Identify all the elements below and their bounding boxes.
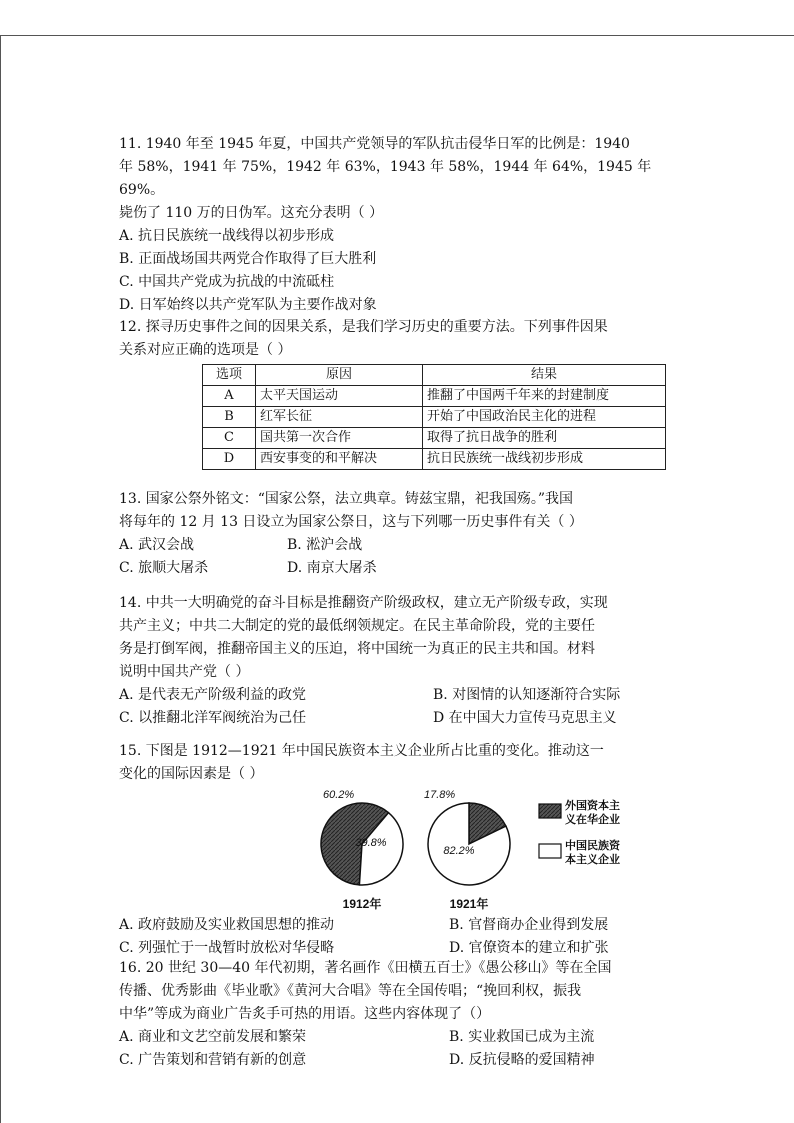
question-11-stem-line1: 11. 1940 年至 1945 年夏，中国共产党领导的军队抗击侵华日军的比例是：1940: [119, 136, 630, 152]
question-16-stem-line2: 传播、优秀影曲《毕业歌》《黄河大合唱》等在全国传唱；“挽回利权，振我: [119, 983, 582, 999]
option-c: C. 以推翻北洋军阀统治为己任: [119, 710, 307, 726]
table-cell: 取得了抗日战争的胜利: [423, 428, 666, 449]
option-b: B. 淞沪会战: [287, 537, 363, 553]
option-d: D. 反抗侵略的爱国精神: [449, 1052, 595, 1068]
options-row: [119, 1026, 679, 1049]
question-13: [119, 488, 679, 580]
legend-label: 中国民族资: [565, 840, 620, 852]
table-row: [203, 428, 666, 449]
option-c: C. 广告策划和营销有新的创意: [119, 1052, 307, 1068]
pie-charts: [319, 786, 679, 914]
option-b: B. 实业救国已成为主流: [449, 1029, 595, 1045]
options-row: [119, 1049, 679, 1072]
options-row: [119, 707, 679, 730]
question-16-stem-line3: 中华”等成为商业广告炙手可热的用语。这些内容体现了（）: [119, 1006, 491, 1022]
options-row: [119, 534, 679, 557]
option-d: D. 日军始终以共产党军队为主要作战对象: [119, 297, 377, 313]
page-left-border: [0, 35, 1, 1123]
question-12-stem-line1: 12. 探寻历史事件之间的因果关系，是我们学习历史的重要方法。下列事件因果: [119, 319, 608, 335]
slice-value-label: 60.2%: [323, 789, 355, 801]
question-11-stem-line2: 年 58%，1941 年 75%，1942 年 63%，1943 年 58%，1944 年 64%，1945 年 69%。: [119, 159, 652, 198]
table-cell: 推翻了中国两千年来的封建制度: [423, 386, 666, 407]
table-row: [203, 449, 666, 470]
table-cell: A: [203, 386, 256, 407]
cause-effect-table: [202, 364, 666, 470]
option-d: D 在中国大力宣传马克思主义: [433, 710, 617, 726]
table-header-cell: 选项: [203, 365, 256, 386]
options-row: [119, 914, 679, 937]
question-14-stem-line2: 共产主义；中共二大制定的党的最低纲领规定。在民主革命阶段，党的主要任: [119, 618, 595, 634]
table-row: [203, 407, 666, 428]
question-14-stem-line3: 务是打倒军阀，推翻帝国主义的压迫，将中国统一为真正的民主共和国。材料: [119, 641, 595, 657]
option-a: A. 政府鼓励及实业救国思想的推动: [119, 917, 335, 933]
option-d: D. 南京大屠杀: [287, 560, 377, 576]
question-11-stem-line3: 毙伤了 110 万的日伪军。这充分表明（ ）: [119, 205, 384, 221]
options-row: [119, 557, 679, 580]
question-12-stem-line2: 关系对应正确的选项是（ ）: [119, 342, 292, 358]
table-header-row: [203, 365, 666, 386]
option-a: A. 是代表无产阶级利益的政党: [119, 687, 307, 703]
table-header-cell: 原因: [256, 365, 423, 386]
pie-year-label: 1912年: [342, 897, 382, 911]
legend-swatch: [539, 844, 561, 858]
table-cell: 西安事变的和平解决: [256, 449, 423, 470]
table-cell: 抗日民族统一战线初步形成: [423, 449, 666, 470]
question-13-stem-line1: 13. 国家公祭外铭文：“国家公祭，法立典章。铸兹宝鼎，祀我国殇。”我国: [119, 491, 574, 507]
option-b: B. 正面战场国共两党合作取得了巨大胜利: [119, 251, 377, 267]
option-d: D. 官僚资本的建立和扩张: [449, 940, 609, 956]
question-16: [119, 957, 679, 1072]
question-12: [119, 316, 679, 470]
table-cell: B: [203, 407, 256, 428]
question-15: [119, 740, 679, 960]
slice-value-label: 39.8%: [355, 837, 387, 849]
table-cell: 红军长征: [256, 407, 423, 428]
legend-label: 本主义企业: [565, 854, 620, 866]
option-a: A. 武汉会战: [119, 537, 195, 553]
option-a: A. 抗日民族统一战线得以初步形成: [119, 228, 335, 244]
question-16-stem-line1: 16. 20 世纪 30—40 年代初期，著名画作《田横五百士》《愚公移山》等在全国: [119, 960, 612, 976]
slice-value-label: 82.2%: [443, 845, 475, 857]
question-15-stem-line2: 变化的国际因素是（ ）: [119, 766, 264, 782]
slice-value-label: 17.8%: [424, 789, 456, 801]
table-cell: 开始了中国政治民主化的进程: [423, 407, 666, 428]
option-c: C. 列强忙于一战暂时放松对华侵略: [119, 940, 335, 956]
question-13-stem-line2: 将每年的 12 月 13 日设立为国家公祭日，这与下列哪一历史事件有关（ ）: [119, 514, 583, 530]
table-row: [203, 386, 666, 407]
legend-label: 外国资本主: [565, 800, 620, 812]
table-cell: 太平天国运动: [256, 386, 423, 407]
question-14-stem-line1: 14. 中共一大明确党的奋斗目标是推翻资产阶级政权，建立无产阶级专政，实现: [119, 595, 608, 611]
question-14-stem-line4: 说明中国共产党（ ）: [119, 664, 250, 680]
table-cell: C: [203, 428, 256, 449]
page-top-border: [0, 35, 794, 36]
table-cell: 国共第一次合作: [256, 428, 423, 449]
option-b: B. 对图情的认知逐渐符合实际: [433, 687, 621, 703]
table-header-cell: 结果: [423, 365, 666, 386]
question-15-stem-line1: 15. 下图是 1912—1921 年中国民族资本主义企业所占比重的变化。推动这一: [119, 743, 604, 759]
option-b: B. 官督商办企业得到发展: [449, 917, 609, 933]
legend-label: 义在华企业: [565, 814, 620, 826]
options-row: [119, 684, 679, 707]
option-c: C. 旅顺大屠杀: [119, 560, 209, 576]
option-c: C. 中国共产党成为抗战的中流砥柱: [119, 274, 335, 290]
question-14: [119, 592, 679, 730]
pie-year-label: 1921年: [449, 897, 489, 911]
option-a: A. 商业和文艺空前发展和繁荣: [119, 1029, 307, 1045]
pie-chart-area: [119, 786, 679, 914]
question-11: [119, 133, 679, 317]
table-cell: D: [203, 449, 256, 470]
legend-swatch: [539, 804, 561, 818]
